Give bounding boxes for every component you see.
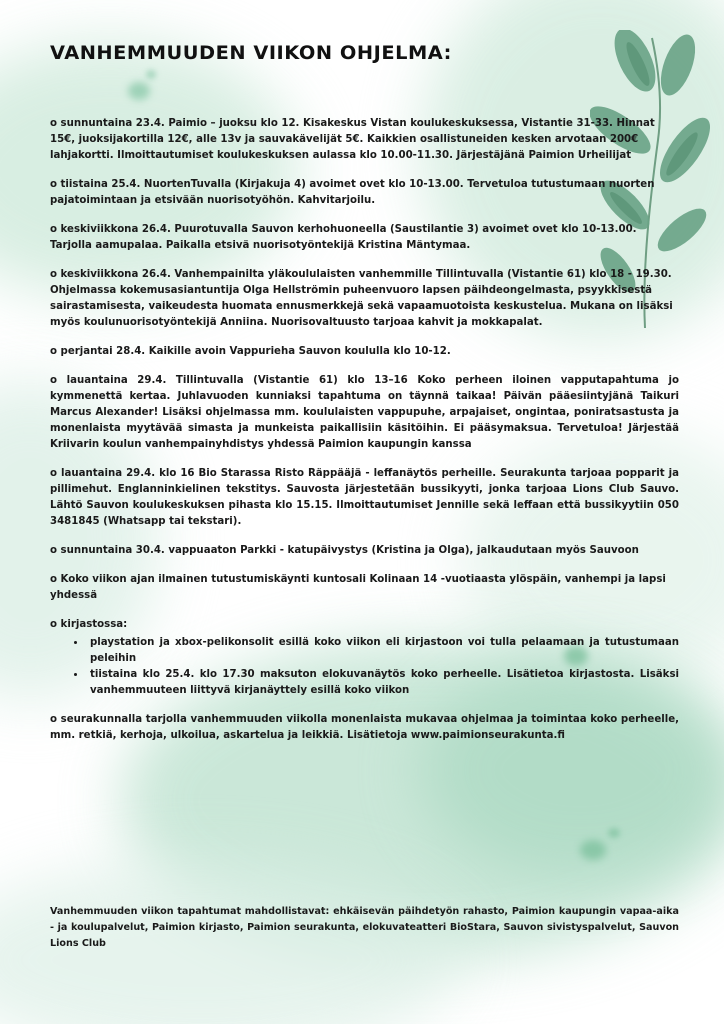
event-item: o sunnuntaina 23.4. Paimio – juoksu klo 12. Kisakeskus Vistan koulukeskuksessa, Vistantie 31-33. Hinnat 15€, juoksijakortilla 12€, alle 13v ja sauvakävelijät 5€. Kaikkien osallistuneiden kesken arvotaan 200€ lahjakortti. Ilmoittautumiset koulukeskuksen aulassa klo 10.00-11.30. Järjestäjänä Paimion Urheilijat xyxy=(50,118,655,161)
event-item: o Koko viikon ajan ilmainen tutustumiskäynti kuntosali Kolinaan 14 -vuotiaasta ylöspäin, vanhempi ja lapsi yhdessä xyxy=(50,574,666,601)
event-item: o tiistaina 25.4. NuortenTuvalla (Kirjakuja 4) avoimet ovet klo 10-13.00. Tervetuloa tutustumaan nuorten pajatoimintaan ja etsivään nuorisotyöhön. Kahvitarjoilu. xyxy=(50,179,655,206)
event-item: o keskiviikkona 26.4. Puurotuvalla Sauvon kerhohuoneella (Saustilantie 3) avoimet ovet klo 10-13.00. Tarjolla aamupalaa. Paikalla etsivä nuorisotyöntekijä Kristina Mäntymaa. xyxy=(50,224,637,251)
watercolor-dot xyxy=(608,828,620,838)
sponsors-footer: Vanhemmuuden viikon tapahtumat mahdollistavat: ehkäisevän päihdetyön rahasto, Paimion kaupungin vapaa-aika - ja koulupalvelut, Paimion kirjasto, Paimion seurakunta, elokuvateatteri BioStara, Sauvon sivistyspalvelut, Sauvon Lions Club xyxy=(50,906,679,949)
event-item: o perjantai 28.4. Kaikille avoin Vappurieha Sauvon koululla klo 10-12. xyxy=(50,346,451,357)
event-item: o lauantaina 29.4. Tillintuvalla (Vistantie 61) klo 13–16 Koko perheen iloinen vapputapahtuma jo kymmenettä kertaa. Juhlavuoden kunniaksi tapahtuma on täynnä taikaa! Päivän pääesiintyjänä Taikuri Marcus Alexander! Lisäksi ohjelmassa mm. koululaisten vappupuhe, arpajaiset, ongintaa, poniratsastusta ja monenlaista myytävää simasta ja munkeista paikallisiin käsitöihin. Ei pääsymaksua. Tervetuloa! Järjestää Kriivarin koulun vanhempainyhdistys yhdessä Paimion kaupungin kanssa xyxy=(50,375,679,450)
watercolor-dot xyxy=(580,840,606,860)
library-list xyxy=(50,635,679,699)
page-title: VANHEMMUUDEN VIIKON OHJELMA: xyxy=(50,42,452,64)
event-item: o sunnuntaina 30.4. vappuaaton Parkki - katupäivystys (Kristina ja Olga), jalkaudutaan myös Sauvoon xyxy=(50,545,639,556)
event-item: o lauantaina 29.4. klo 16 Bio Starassa Risto Räppääjä - leffanäytös perheille. Seurakunta tarjoaa popparit ja pillimehut. Englanninkielinen tekstitys. Sauvosta järjestetään bussikyyti, jonka tarjoaa Lions Club Sauvo. Lähtö Sauvon koulukeskuksen pihasta klo 15.15. Ilmoittautumiset Jennille sekä leffaan että bussikyytiin 050 3481845 (Whatsapp tai tekstari). xyxy=(50,468,679,527)
event-list xyxy=(50,116,679,744)
library-heading: o kirjastossa: xyxy=(50,619,128,630)
church-info: o seurakunnalla tarjolla vanhemmuuden viikolla monenlaista mukavaa ohjelmaa ja toimintaa koko perheelle, mm. retkiä, kerhoja, ulkoilua, askartelua ja leikkiä. Lisätietoja www.paimionseurakunta.fi xyxy=(50,714,679,741)
library-item: • tiistaina klo 25.4. klo 17.30 maksuton elokuvanäytös koko perheelle. Lisätietoa kirjastosta. Lisäksi vanhemmuuteen liittyvä kirjanäyttely esillä koko viikon xyxy=(86,667,679,699)
library-item: • playstation ja xbox-pelikonsolit esillä koko viikon eli kirjastoon voi tulla pelaamaan ja tutustumaan peleihin xyxy=(86,635,679,667)
event-item: o keskiviikkona 26.4. Vanhempainilta yläkoululaisten vanhemmille Tillintuvalla (Vistantie 61) klo 18 - 19.30. Ohjelmassa kokemusasiantuntija Olga Hellströmin puheenvuoro lapsen päihdeongelmasta, psyykkisestä sairastamisesta, vaikeudesta huomata ennusmerkkejä sekä vapaamuotoista keskustelua. Mukana on lisäksi myös koulunuorisotyöntekijä Anniina. Nuorisovaltuusto tarjoaa kahvit ja mokkapalat. xyxy=(50,269,673,328)
